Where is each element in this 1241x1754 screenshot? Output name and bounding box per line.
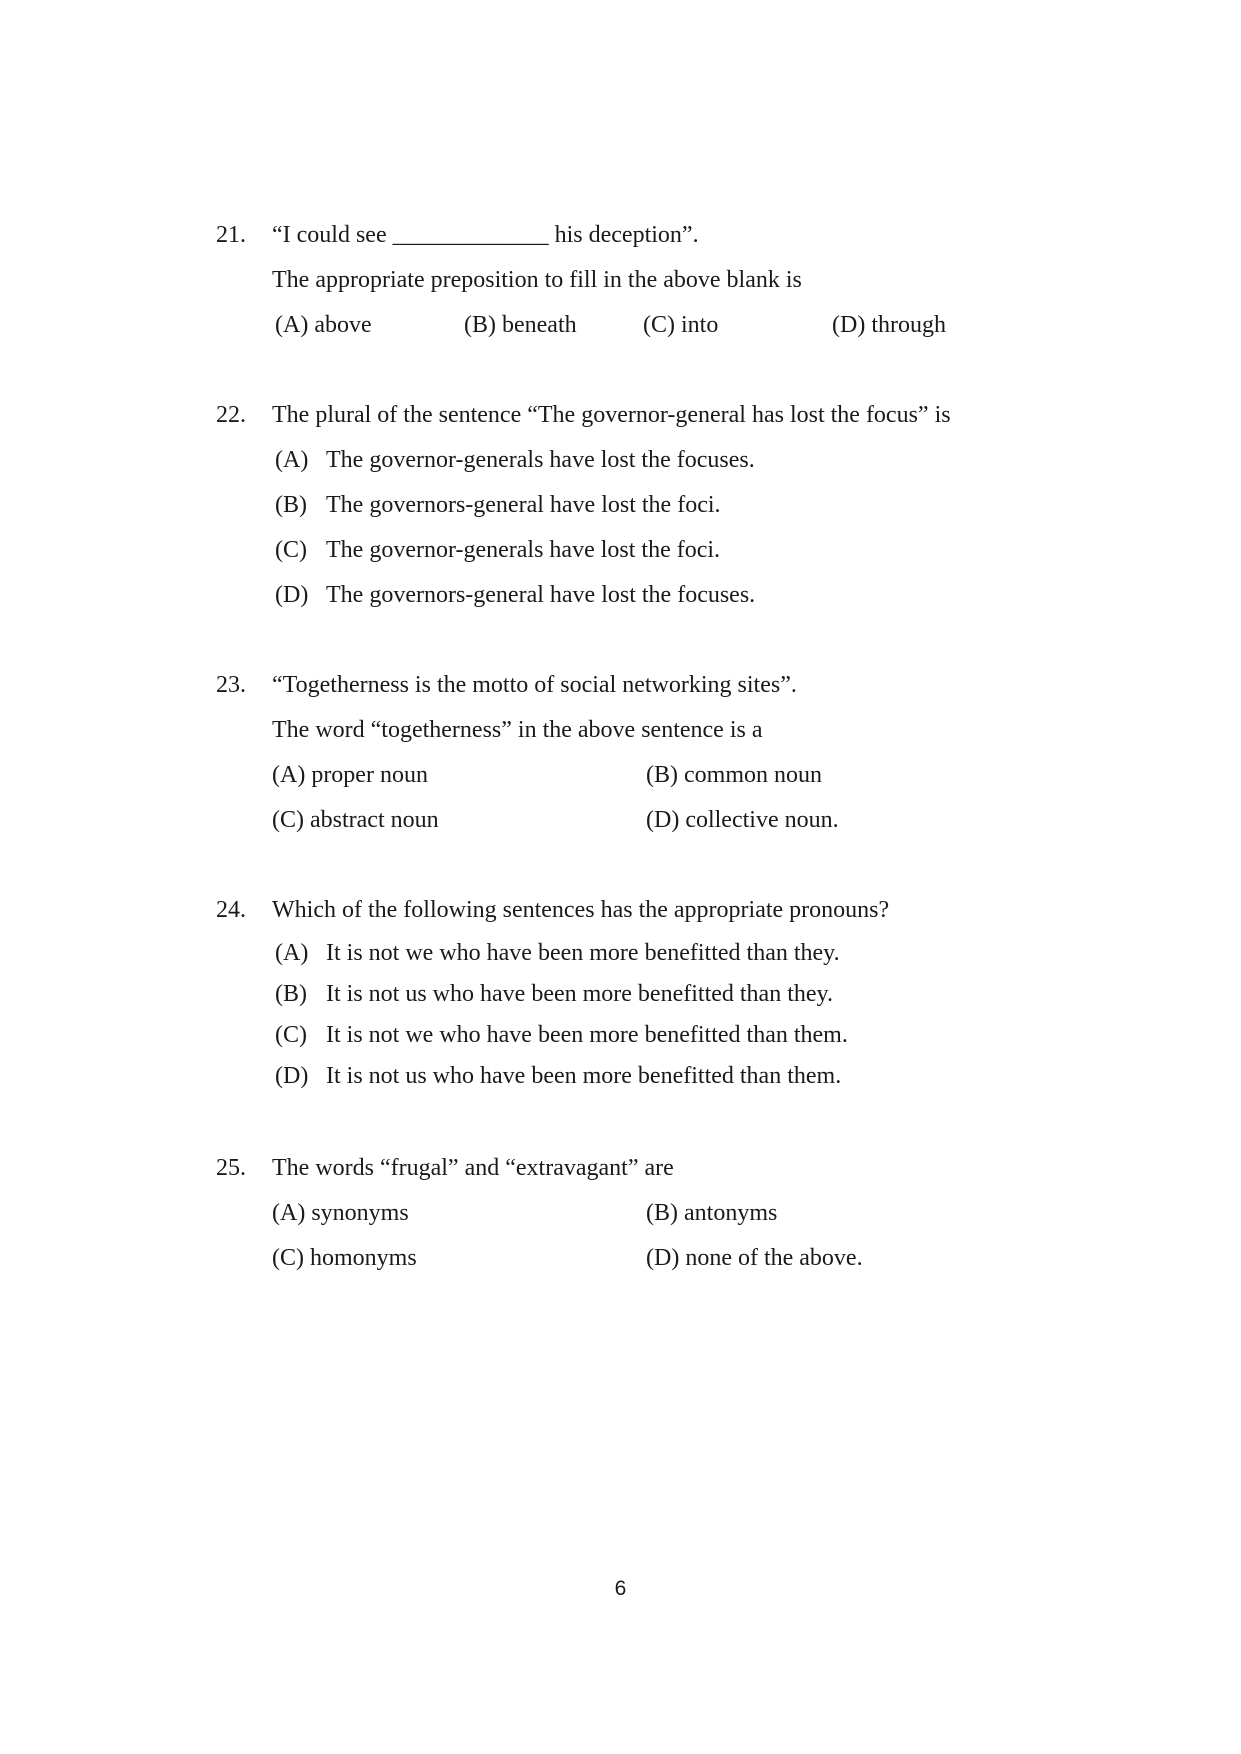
option-label: (B)	[275, 981, 307, 1007]
option-c: (C) into	[643, 312, 719, 338]
option-text: It is not us who have been more benefitted than they.	[326, 981, 833, 1007]
option-c: (C) homonyms	[272, 1245, 417, 1271]
option-text: The governors-general have lost the foci.	[326, 492, 721, 518]
option-c: (C) abstract noun	[272, 807, 439, 833]
question-number: 21.	[216, 222, 246, 248]
option-text: The governors-general have lost the focuses.	[326, 582, 756, 608]
option-label: (C)	[275, 537, 307, 563]
option-b: (B) beneath	[464, 312, 577, 338]
question-21	[216, 213, 1116, 348]
question-text: The word “togetherness” in the above sentence is a	[272, 717, 763, 743]
option-a: (A) proper noun	[272, 762, 428, 788]
option-text: It is not us who have been more benefitted than them.	[326, 1063, 842, 1089]
option-a: (A) above	[275, 312, 372, 338]
option-label: (A)	[275, 940, 309, 966]
option-text: The governor-generals have lost the focuses.	[326, 447, 755, 473]
page-number: 6	[614, 1577, 627, 1600]
option-label: (D)	[275, 1063, 309, 1089]
question-23	[216, 663, 1116, 843]
option-a: (A) synonyms	[272, 1200, 409, 1226]
option-text: It is not we who have been more benefitted than they.	[326, 940, 840, 966]
question-number: 25.	[216, 1155, 246, 1181]
question-24	[216, 888, 1116, 1097]
option-label: (C)	[275, 1022, 307, 1048]
option-d: (D) collective noun.	[646, 807, 839, 833]
question-text: “I could see _____________ his deception”.	[272, 222, 699, 248]
question-text: The appropriate preposition to fill in the above blank is	[272, 267, 802, 293]
question-text: The words “frugal” and “extravagant” are	[272, 1155, 674, 1181]
question-text: Which of the following sentences has the appropriate pronouns?	[272, 897, 890, 923]
question-text: “Togetherness is the motto of social networking sites”.	[272, 672, 797, 698]
question-25	[216, 1146, 1116, 1281]
question-text: The plural of the sentence “The governor-general has lost the focus” is	[272, 402, 951, 428]
question-number: 22.	[216, 402, 246, 428]
option-b: (B) common noun	[646, 762, 822, 788]
option-label: (B)	[275, 492, 307, 518]
option-label: (A)	[275, 447, 309, 473]
question-22	[216, 393, 1116, 618]
option-d: (D) through	[832, 312, 946, 338]
option-b: (B) antonyms	[646, 1200, 778, 1226]
question-number: 24.	[216, 897, 246, 923]
option-label: (D)	[275, 582, 309, 608]
option-text: It is not we who have been more benefitted than them.	[326, 1022, 848, 1048]
option-text: The governor-generals have lost the foci.	[326, 537, 721, 563]
question-number: 23.	[216, 672, 246, 698]
option-d: (D) none of the above.	[646, 1245, 863, 1271]
